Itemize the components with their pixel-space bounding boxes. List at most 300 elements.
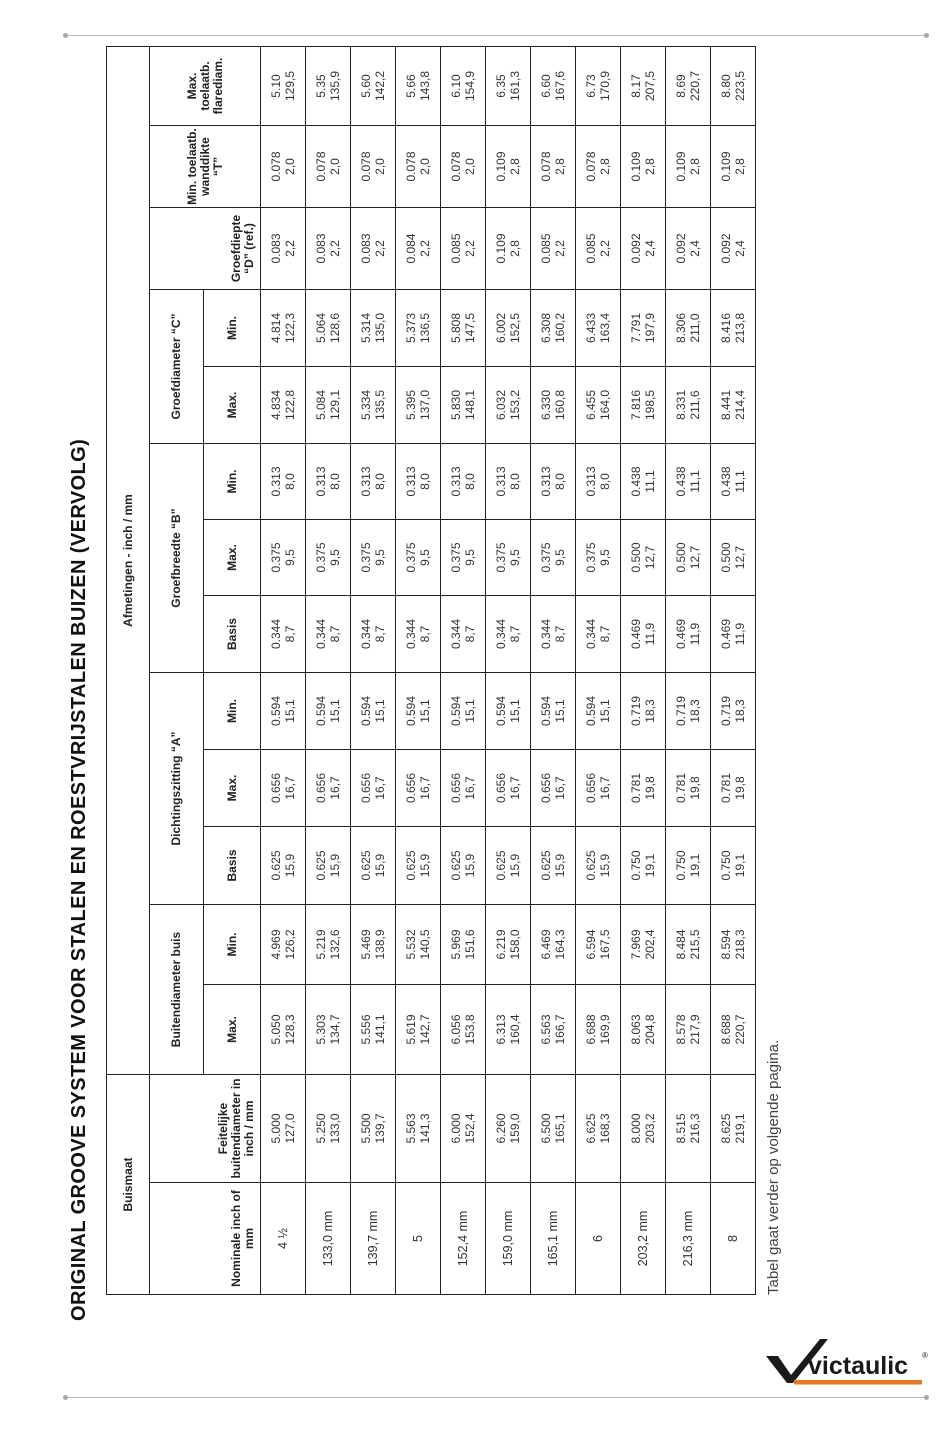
mm-value: 2,2: [328, 240, 342, 257]
value-cell: [711, 673, 756, 750]
value-cell: [531, 1075, 576, 1183]
value-cell: [576, 596, 621, 673]
mm-value: 2,0: [373, 158, 387, 175]
mm-value: 8,0: [328, 473, 342, 490]
value-cell: [621, 827, 666, 905]
inch-value: 8.331: [674, 389, 688, 421]
mm-value: 170,9: [598, 70, 612, 102]
inch-value: 0.085: [539, 233, 553, 264]
inch-value: 0.781: [629, 772, 643, 804]
inch-value: 0.625: [449, 850, 463, 881]
value-cell: [576, 367, 621, 444]
value-cell: [441, 827, 486, 905]
value-cell: [306, 520, 351, 596]
inch-value: 5.563: [404, 1113, 418, 1144]
value-cell: [666, 367, 711, 444]
value-cell: [441, 596, 486, 673]
registered-mark: ®: [922, 1351, 928, 1360]
inch-value: 0.083: [314, 233, 328, 264]
table-row: [486, 47, 531, 1295]
value-cell: [351, 827, 396, 905]
header-groefdiameter: Groefdiameter “C”: [150, 290, 204, 444]
mm-value: 143,8: [418, 70, 432, 102]
inch-value: 0.078: [539, 151, 553, 182]
rotated-content: [0, 31, 790, 1321]
value-cell: [711, 290, 756, 367]
inch-value: 0.313: [494, 466, 508, 497]
value-cell: [441, 208, 486, 290]
inch-value: 0.078: [404, 151, 418, 182]
value-cell: [576, 750, 621, 827]
mm-value: 9,5: [373, 549, 387, 566]
value-cell: [396, 208, 441, 290]
inch-value: 5.35: [314, 74, 328, 98]
mm-value: 16,7: [463, 776, 477, 800]
mm-value: 15,1: [598, 699, 612, 723]
value-cell: [306, 126, 351, 208]
inch-value: 8.484: [674, 929, 688, 960]
mm-value: 16,7: [508, 776, 522, 800]
mm-value: 8,0: [598, 473, 612, 490]
mm-value: 2,0: [418, 158, 432, 175]
value-cell: [666, 827, 711, 905]
inch-value: 6.688: [584, 1014, 598, 1045]
table-row: [576, 47, 621, 1295]
mm-value: 2,4: [643, 240, 657, 257]
value-cell: [351, 367, 396, 444]
mm-value: 127,0: [283, 1113, 297, 1144]
header-groefbreedte: Groefbreedte “B”: [150, 444, 204, 673]
nominal-size-cell: 139,7 mm: [351, 1183, 396, 1295]
value-cell: [351, 673, 396, 750]
inch-value: 0.375: [494, 542, 508, 573]
header-wanddikte: Min. toelaatb. wanddikte “T”: [150, 126, 261, 208]
value-cell: [396, 367, 441, 444]
mm-value: 2,4: [733, 240, 747, 257]
inch-value: 6.313: [494, 1014, 508, 1045]
mm-value: 19,8: [688, 776, 702, 800]
subheader-min: Min.: [204, 444, 261, 520]
value-cell: [351, 47, 396, 126]
inch-value: 0.083: [269, 233, 283, 264]
mm-value: 129,5: [283, 70, 297, 102]
nominal-size-cell: 216,3 mm: [666, 1183, 711, 1295]
mm-value: 166,7: [553, 1014, 567, 1045]
mm-value: 11,1: [733, 470, 747, 493]
inch-value: 0.109: [719, 151, 733, 182]
inch-value: 4.814: [269, 312, 283, 344]
mm-value: 198,5: [643, 389, 657, 421]
value-cell: [441, 367, 486, 444]
nominal-size-cell: 203,2 mm: [621, 1183, 666, 1295]
mm-value: 140,5: [418, 929, 432, 960]
inch-value: 0.313: [539, 466, 553, 497]
value-cell: [621, 47, 666, 126]
mm-value: 16,7: [283, 776, 297, 800]
value-cell: [486, 208, 531, 290]
inch-value: 0.750: [719, 850, 733, 881]
mm-value: 168,3: [598, 1113, 612, 1144]
value-cell: [666, 905, 711, 985]
inch-value: 6.433: [584, 312, 598, 344]
value-cell: [396, 444, 441, 520]
inch-value: 0.656: [494, 772, 508, 804]
inch-value: 6.594: [584, 929, 598, 960]
mm-value: 220,7: [733, 1014, 747, 1045]
value-cell: [396, 673, 441, 750]
value-cell: [396, 1075, 441, 1183]
value-cell: [351, 290, 396, 367]
logo-text: victaulic: [808, 1352, 909, 1380]
inch-value: 7.969: [629, 929, 643, 960]
subheader-basis: Basis: [204, 827, 261, 905]
subheader-min: Min.: [204, 673, 261, 750]
value-cell: [396, 520, 441, 596]
mm-value: 2,8: [553, 158, 567, 175]
inch-value: 0.719: [629, 695, 643, 727]
nominal-size-cell: 6: [576, 1183, 621, 1295]
value-cell: [351, 905, 396, 985]
inch-value: 0.375: [539, 542, 553, 573]
inch-value: 0.109: [629, 151, 643, 182]
mm-value: 151,6: [463, 929, 477, 960]
value-cell: [351, 1075, 396, 1183]
subheader-max: Max.: [204, 367, 261, 444]
value-cell: [621, 596, 666, 673]
inch-value: 0.594: [449, 695, 463, 727]
mm-value: 160,4: [508, 1014, 522, 1045]
value-cell: [711, 596, 756, 673]
inch-value: 0.594: [269, 695, 283, 727]
mm-value: 15,9: [373, 853, 387, 878]
mm-value: 16,7: [553, 776, 567, 800]
inch-value: 0.656: [584, 772, 598, 804]
inch-value: 5.314: [359, 312, 373, 344]
mm-value: 15,9: [328, 853, 342, 878]
inch-value: 0.781: [674, 772, 688, 804]
inch-value: 0.313: [359, 466, 373, 497]
value-cell: [351, 444, 396, 520]
mm-value: 8,7: [418, 625, 432, 643]
mm-value: 135,0: [373, 312, 387, 344]
inch-value: 0.656: [314, 772, 328, 804]
mm-value: 18,3: [643, 699, 657, 723]
mm-value: 11,9: [643, 622, 657, 646]
inch-value: 0.078: [314, 151, 328, 182]
inch-value: 8.441: [719, 389, 733, 421]
value-cell: [711, 126, 756, 208]
inch-value: 5.556: [359, 1014, 373, 1045]
mm-value: 15,1: [553, 699, 567, 723]
mm-value: 2,8: [508, 158, 522, 175]
inch-value: 0.344: [584, 618, 598, 650]
value-cell: [486, 985, 531, 1075]
value-cell: [666, 985, 711, 1075]
value-cell: [666, 750, 711, 827]
nominal-size-cell: 133,0 mm: [306, 1183, 351, 1295]
value-cell: [441, 750, 486, 827]
mm-value: 2,0: [283, 158, 297, 175]
value-cell: [351, 520, 396, 596]
mm-value: 165,1: [553, 1113, 567, 1144]
value-cell: [666, 596, 711, 673]
table-row: [261, 47, 306, 1295]
inch-value: 0.344: [449, 618, 463, 650]
value-cell: [666, 290, 711, 367]
mm-value: 8,7: [598, 625, 612, 643]
inch-value: 5.064: [314, 312, 328, 344]
value-cell: [621, 905, 666, 985]
inch-value: 0.085: [449, 233, 463, 264]
mm-value: 18,3: [733, 699, 747, 723]
value-cell: [621, 208, 666, 290]
mm-value: 215,5: [688, 929, 702, 960]
inch-value: 5.60: [359, 74, 373, 98]
header-buismaat: Buismaat: [107, 1075, 150, 1295]
mm-value: 2,8: [643, 158, 657, 175]
mm-value: 8,7: [553, 625, 567, 643]
header-groefdiepte: Groefdiepte “D” (ref.): [150, 208, 261, 290]
inch-value: 0.625: [539, 850, 553, 881]
mm-value: 223,5: [733, 70, 747, 102]
inch-value: 8.416: [719, 312, 733, 344]
inch-value: 0.109: [494, 151, 508, 182]
mm-value: 148,1: [463, 389, 477, 421]
mm-value: 214,4: [733, 389, 747, 421]
inch-value: 0.344: [269, 618, 283, 650]
inch-value: 5.303: [314, 1014, 328, 1045]
mm-value: 12,7: [643, 545, 657, 570]
value-cell: [666, 47, 711, 126]
mm-value: 161,3: [508, 70, 522, 102]
inch-value: 6.60: [539, 74, 553, 98]
value-cell: [351, 750, 396, 827]
mm-value: 9,5: [553, 549, 567, 566]
value-cell: [396, 126, 441, 208]
value-cell: [621, 673, 666, 750]
inch-value: 5.830: [449, 389, 463, 421]
nominal-size-cell: 5: [396, 1183, 441, 1295]
value-cell: [486, 827, 531, 905]
inch-value: 0.781: [719, 772, 733, 804]
value-cell: [441, 673, 486, 750]
inch-value: 0.656: [449, 772, 463, 804]
mm-value: 137,0: [418, 389, 432, 421]
mm-value: 136,5: [418, 312, 432, 344]
inch-value: 0.625: [314, 850, 328, 881]
mm-value: 202,4: [643, 929, 657, 960]
value-cell: [666, 1075, 711, 1183]
mm-value: 160,2: [553, 312, 567, 344]
value-cell: [531, 367, 576, 444]
mm-value: 9,5: [598, 549, 612, 566]
inch-value: 0.344: [314, 618, 328, 650]
inch-value: 8.063: [629, 1014, 643, 1045]
inch-value: 0.375: [314, 542, 328, 573]
mm-value: 122,8: [283, 389, 297, 421]
inch-value: 0.469: [629, 618, 643, 650]
victaulic-logo: [764, 1336, 932, 1388]
mm-value: 219,1: [733, 1113, 747, 1144]
inch-value: 6.032: [494, 389, 508, 421]
mm-value: 211,6: [688, 390, 702, 420]
inch-value: 5.084: [314, 389, 328, 421]
mm-value: 8,7: [328, 625, 342, 643]
inch-value: 5.619: [404, 1014, 418, 1045]
inch-value: 6.455: [584, 389, 598, 421]
mm-value: 15,1: [328, 699, 342, 723]
mm-value: 213,8: [733, 312, 747, 344]
value-cell: [711, 208, 756, 290]
nominal-size-cell: 152,4 mm: [441, 1183, 486, 1295]
mm-value: 16,7: [328, 776, 342, 800]
value-cell: [306, 1075, 351, 1183]
mm-value: 218,3: [733, 929, 747, 960]
value-cell: [261, 827, 306, 905]
nominal-size-cell: 159,0 mm: [486, 1183, 531, 1295]
mm-value: 15,1: [508, 699, 522, 723]
inch-value: 0.344: [404, 618, 418, 650]
value-cell: [576, 905, 621, 985]
inch-value: 8.625: [719, 1113, 733, 1144]
mm-value: 15,9: [508, 853, 522, 878]
value-cell: [261, 367, 306, 444]
inch-value: 0.625: [494, 850, 508, 881]
value-cell: [306, 827, 351, 905]
value-cell: [531, 905, 576, 985]
value-cell: [621, 290, 666, 367]
value-cell: [486, 47, 531, 126]
value-cell: [486, 290, 531, 367]
page-title: ORIGINAL GROOVE SYSTEM VOOR STALEN EN ROESTVRIJSTALEN BUIZEN (VERVOLG): [68, 438, 90, 1321]
mm-value: 15,1: [418, 699, 432, 723]
value-cell: [531, 290, 576, 367]
inch-value: 8.578: [674, 1014, 688, 1045]
inch-value: 6.10: [449, 74, 463, 98]
inch-value: 0.109: [494, 233, 508, 264]
mm-value: 15,9: [283, 853, 297, 878]
mm-value: 11,1: [643, 470, 657, 493]
header-feitelijke: Feitelijke buitendiameter in inch / mm: [150, 1075, 261, 1183]
mm-value: 204,8: [643, 1014, 657, 1045]
mm-value: 15,1: [373, 699, 387, 723]
value-cell: [486, 673, 531, 750]
value-cell: [351, 208, 396, 290]
value-cell: [396, 905, 441, 985]
value-cell: [441, 290, 486, 367]
value-cell: [666, 444, 711, 520]
inch-value: 8.80: [719, 74, 733, 98]
table-row: [666, 47, 711, 1295]
value-cell: [576, 126, 621, 208]
value-cell: [486, 596, 531, 673]
mm-value: 153,2: [508, 389, 522, 421]
inch-value: 7.791: [629, 312, 643, 344]
value-cell: [441, 1075, 486, 1183]
value-cell: [261, 985, 306, 1075]
mm-value: 8,0: [463, 473, 477, 490]
value-cell: [711, 367, 756, 444]
mm-value: 16,7: [418, 776, 432, 800]
inch-value: 0.469: [674, 618, 688, 650]
mm-value: 211,0: [688, 313, 702, 343]
inch-value: 6.500: [539, 1113, 553, 1144]
table-row: [621, 47, 666, 1295]
value-cell: [306, 47, 351, 126]
table-body: [261, 47, 756, 1295]
mm-value: 207,5: [643, 70, 657, 102]
mm-value: 139,7: [373, 1113, 387, 1144]
inch-value: 0.594: [494, 695, 508, 727]
mm-value: 141,3: [418, 1113, 432, 1144]
mm-value: 142,7: [418, 1014, 432, 1045]
mm-value: 9,5: [328, 549, 342, 566]
inch-value: 0.313: [314, 466, 328, 497]
value-cell: [441, 520, 486, 596]
inch-value: 5.395: [404, 389, 418, 421]
inch-value: 6.73: [584, 74, 598, 98]
inch-value: 0.078: [449, 151, 463, 182]
value-cell: [441, 47, 486, 126]
value-cell: [576, 47, 621, 126]
mm-value: 164,0: [598, 389, 612, 421]
mm-value: 2,2: [598, 240, 612, 257]
inch-value: 0.375: [584, 542, 598, 573]
mm-value: 8,0: [418, 473, 432, 490]
value-cell: [666, 673, 711, 750]
mm-value: 2,8: [508, 240, 522, 257]
mm-value: 11,9: [733, 622, 747, 646]
value-cell: [441, 444, 486, 520]
mm-value: 2,0: [463, 158, 477, 175]
value-cell: [576, 208, 621, 290]
value-cell: [306, 367, 351, 444]
inch-value: 6.260: [494, 1113, 508, 1144]
inch-value: 0.500: [719, 542, 733, 573]
mm-value: 11,1: [688, 470, 702, 493]
mm-value: 167,6: [553, 70, 567, 102]
value-cell: [621, 367, 666, 444]
value-cell: [261, 673, 306, 750]
mm-value: 128,3: [283, 1014, 297, 1045]
mm-value: 9,5: [418, 549, 432, 566]
mm-value: 158,0: [508, 929, 522, 960]
value-cell: [711, 47, 756, 126]
mm-value: 12,7: [733, 545, 747, 570]
mm-value: 8,7: [283, 625, 297, 643]
value-cell: [711, 750, 756, 827]
mm-value: 2,2: [373, 240, 387, 257]
header-dichtingszitting: Dichtingszitting “A”: [150, 673, 204, 905]
inch-value: 0.500: [674, 542, 688, 573]
inch-value: 6.469: [539, 929, 553, 960]
mm-value: 128,6: [328, 312, 342, 344]
mm-value: 2,2: [553, 240, 567, 257]
value-cell: [351, 126, 396, 208]
mm-value: 8,0: [508, 473, 522, 490]
mm-value: 163,4: [598, 312, 612, 344]
value-cell: [531, 750, 576, 827]
table-row: [306, 47, 351, 1295]
inch-value: 8.306: [674, 312, 688, 344]
subheader-min: Min.: [204, 905, 261, 985]
value-cell: [306, 673, 351, 750]
inch-value: 5.10: [269, 74, 283, 98]
inch-value: 0.656: [359, 772, 373, 804]
inch-value: 6.308: [539, 312, 553, 344]
value-cell: [711, 444, 756, 520]
value-cell: [621, 444, 666, 520]
